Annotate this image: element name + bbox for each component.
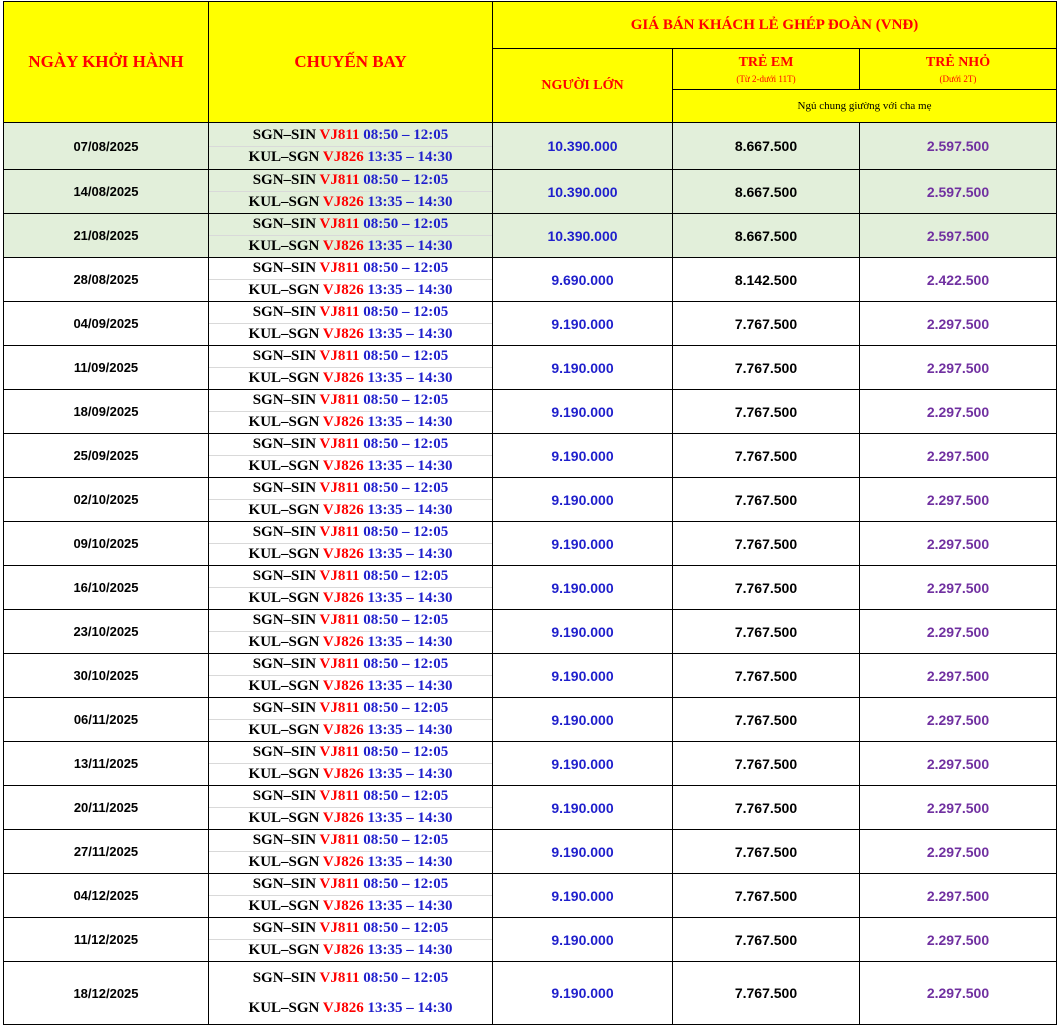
header-infant-label: TRẺ NHỎ xyxy=(925,54,991,70)
header-price-group: GIÁ BÁN KHÁCH LẺ GHÉP ĐOÀN (VNĐ) xyxy=(493,2,1057,49)
outbound-flight xyxy=(209,654,492,676)
outbound-time: 08:50 – 12:05 xyxy=(363,700,449,716)
return-time: 13:35 – 14:30 xyxy=(367,502,453,518)
child-price: 7.767.500 xyxy=(673,610,860,654)
outbound-code: VJ811 xyxy=(319,788,360,804)
adult-price: 10.390.000 xyxy=(493,170,673,214)
outbound-route: SGN–SIN xyxy=(252,524,317,540)
price-table xyxy=(3,1,1057,1025)
return-flight xyxy=(209,280,492,301)
outbound-code: VJ811 xyxy=(319,260,360,276)
outbound-flight xyxy=(209,214,492,236)
outbound-flight xyxy=(209,963,492,993)
return-time: 13:35 – 14:30 xyxy=(367,194,453,210)
adult-price: 9.190.000 xyxy=(493,918,673,962)
return-code: VJ826 xyxy=(322,766,364,782)
return-code: VJ826 xyxy=(322,854,364,870)
outbound-code: VJ811 xyxy=(319,392,360,408)
outbound-code: VJ811 xyxy=(319,920,360,936)
flight-cell xyxy=(209,654,493,698)
return-route: KUL–SGN xyxy=(248,370,320,386)
outbound-time: 08:50 – 12:05 xyxy=(363,436,449,452)
table-row xyxy=(4,390,1057,434)
departure-date: 21/08/2025 xyxy=(4,214,209,258)
infant-price: 2.297.500 xyxy=(860,478,1057,522)
return-time: 13:35 – 14:30 xyxy=(367,634,453,650)
child-price: 7.767.500 xyxy=(673,434,860,478)
outbound-time: 08:50 – 12:05 xyxy=(363,126,449,143)
infant-price: 2.297.500 xyxy=(860,786,1057,830)
outbound-flight xyxy=(209,170,492,192)
table-row xyxy=(4,214,1057,258)
outbound-time: 08:50 – 12:05 xyxy=(363,524,449,540)
child-price: 8.667.500 xyxy=(673,123,860,170)
return-code: VJ826 xyxy=(322,148,364,165)
flight-cell xyxy=(209,566,493,610)
outbound-route: SGN–SIN xyxy=(252,876,317,892)
infant-price: 2.297.500 xyxy=(860,918,1057,962)
child-price: 7.767.500 xyxy=(673,302,860,346)
departure-date: 16/10/2025 xyxy=(4,566,209,610)
table-row xyxy=(4,123,1057,170)
outbound-code: VJ811 xyxy=(319,436,360,452)
flight-cell xyxy=(209,522,493,566)
table-row xyxy=(4,566,1057,610)
outbound-flight xyxy=(209,125,492,147)
return-route: KUL–SGN xyxy=(248,458,320,474)
return-time: 13:35 – 14:30 xyxy=(367,546,453,562)
outbound-flight xyxy=(209,742,492,764)
return-route: KUL–SGN xyxy=(248,194,320,210)
header-share-bed-note: Ngủ chung giường với cha mẹ xyxy=(673,90,1057,123)
flight-cell xyxy=(209,390,493,434)
return-route: KUL–SGN xyxy=(248,282,320,298)
return-code: VJ826 xyxy=(322,326,364,342)
flight-cell xyxy=(209,170,493,214)
return-flight xyxy=(209,588,492,609)
return-code: VJ826 xyxy=(322,282,364,298)
outbound-code: VJ811 xyxy=(319,172,360,188)
infant-price: 2.297.500 xyxy=(860,566,1057,610)
outbound-flight xyxy=(209,434,492,456)
adult-price: 9.190.000 xyxy=(493,302,673,346)
infant-price: 2.597.500 xyxy=(860,170,1057,214)
return-time: 13:35 – 14:30 xyxy=(367,854,453,870)
child-price: 7.767.500 xyxy=(673,786,860,830)
departure-date: 23/10/2025 xyxy=(4,610,209,654)
table-row xyxy=(4,302,1057,346)
return-code: VJ826 xyxy=(322,722,364,738)
outbound-route: SGN–SIN xyxy=(252,920,317,936)
return-flight xyxy=(209,993,492,1023)
return-time: 13:35 – 14:30 xyxy=(367,898,453,914)
return-time: 13:35 – 14:30 xyxy=(367,942,453,958)
outbound-code: VJ811 xyxy=(319,970,360,986)
return-flight xyxy=(209,412,492,433)
flight-cell xyxy=(209,962,493,1025)
return-time: 13:35 – 14:30 xyxy=(367,766,453,782)
outbound-time: 08:50 – 12:05 xyxy=(363,656,449,672)
outbound-flight xyxy=(209,874,492,896)
return-time: 13:35 – 14:30 xyxy=(367,810,453,826)
child-price: 7.767.500 xyxy=(673,874,860,918)
return-code: VJ826 xyxy=(322,1000,364,1016)
outbound-route: SGN–SIN xyxy=(252,970,317,986)
table-row xyxy=(4,742,1057,786)
outbound-code: VJ811 xyxy=(319,744,360,760)
return-code: VJ826 xyxy=(322,370,364,386)
outbound-flight xyxy=(209,346,492,368)
return-flight xyxy=(209,236,492,257)
infant-price: 2.297.500 xyxy=(860,610,1057,654)
adult-price: 9.690.000 xyxy=(493,258,673,302)
outbound-route: SGN–SIN xyxy=(252,656,317,672)
return-time: 13:35 – 14:30 xyxy=(367,370,453,386)
return-time: 13:35 – 14:30 xyxy=(367,1000,453,1016)
infant-price: 2.297.500 xyxy=(860,434,1057,478)
outbound-flight xyxy=(209,786,492,808)
table-row xyxy=(4,786,1057,830)
return-flight xyxy=(209,456,492,477)
child-price: 8.142.500 xyxy=(673,258,860,302)
return-flight xyxy=(209,896,492,917)
return-time: 13:35 – 14:30 xyxy=(367,590,453,606)
return-flight xyxy=(209,324,492,345)
outbound-flight xyxy=(209,522,492,544)
adult-price: 10.390.000 xyxy=(493,214,673,258)
header-infant-note: (Dưới 2T) xyxy=(939,73,977,84)
outbound-code: VJ811 xyxy=(319,876,360,892)
adult-price: 9.190.000 xyxy=(493,742,673,786)
outbound-route: SGN–SIN xyxy=(252,216,317,232)
table-row xyxy=(4,698,1057,742)
infant-price: 2.297.500 xyxy=(860,654,1057,698)
outbound-code: VJ811 xyxy=(319,700,360,716)
return-route: KUL–SGN xyxy=(248,678,320,694)
table-row xyxy=(4,478,1057,522)
flight-cell xyxy=(209,434,493,478)
outbound-route: SGN–SIN xyxy=(252,480,317,496)
return-flight xyxy=(209,368,492,389)
outbound-code: VJ811 xyxy=(319,126,360,143)
departure-date: 13/11/2025 xyxy=(4,742,209,786)
child-price: 8.667.500 xyxy=(673,170,860,214)
adult-price: 9.190.000 xyxy=(493,830,673,874)
child-price: 7.767.500 xyxy=(673,698,860,742)
outbound-route: SGN–SIN xyxy=(252,348,317,364)
child-price: 7.767.500 xyxy=(673,742,860,786)
outbound-time: 08:50 – 12:05 xyxy=(363,788,449,804)
flight-cell xyxy=(209,302,493,346)
header-child-label: TRẺ EM xyxy=(738,54,794,70)
return-route: KUL–SGN xyxy=(248,1000,320,1016)
infant-price: 2.297.500 xyxy=(860,522,1057,566)
flight-cell xyxy=(209,214,493,258)
outbound-flight xyxy=(209,610,492,632)
table-row xyxy=(4,874,1057,918)
table-row xyxy=(4,346,1057,390)
outbound-route: SGN–SIN xyxy=(252,126,317,143)
outbound-route: SGN–SIN xyxy=(252,832,317,848)
outbound-route: SGN–SIN xyxy=(252,172,317,188)
header-infant xyxy=(860,49,1057,90)
return-flight xyxy=(209,192,492,213)
return-code: VJ826 xyxy=(322,546,364,562)
table-row xyxy=(4,170,1057,214)
adult-price: 9.190.000 xyxy=(493,698,673,742)
return-route: KUL–SGN xyxy=(248,810,320,826)
outbound-route: SGN–SIN xyxy=(252,436,317,452)
table-row xyxy=(4,434,1057,478)
flight-cell xyxy=(209,742,493,786)
departure-date: 09/10/2025 xyxy=(4,522,209,566)
return-code: VJ826 xyxy=(322,414,364,430)
return-code: VJ826 xyxy=(322,810,364,826)
return-flight xyxy=(209,720,492,741)
departure-date: 04/09/2025 xyxy=(4,302,209,346)
outbound-route: SGN–SIN xyxy=(252,568,317,584)
table-row xyxy=(4,918,1057,962)
return-flight xyxy=(209,764,492,785)
return-flight xyxy=(209,544,492,565)
departure-date: 18/12/2025 xyxy=(4,962,209,1025)
outbound-time: 08:50 – 12:05 xyxy=(363,832,449,848)
return-code: VJ826 xyxy=(322,634,364,650)
outbound-route: SGN–SIN xyxy=(252,260,317,276)
departure-date: 04/12/2025 xyxy=(4,874,209,918)
return-code: VJ826 xyxy=(322,678,364,694)
departure-date: 20/11/2025 xyxy=(4,786,209,830)
child-price: 7.767.500 xyxy=(673,962,860,1025)
return-time: 13:35 – 14:30 xyxy=(367,238,453,254)
outbound-time: 08:50 – 12:05 xyxy=(363,172,449,188)
departure-date: 11/12/2025 xyxy=(4,918,209,962)
departure-date: 30/10/2025 xyxy=(4,654,209,698)
table-row xyxy=(4,610,1057,654)
outbound-route: SGN–SIN xyxy=(252,392,317,408)
return-flight xyxy=(209,632,492,653)
infant-price: 2.297.500 xyxy=(860,742,1057,786)
header-adult: NGƯỜI LỚN xyxy=(493,49,673,123)
flight-cell xyxy=(209,830,493,874)
return-time: 13:35 – 14:30 xyxy=(367,722,453,738)
infant-price: 2.297.500 xyxy=(860,698,1057,742)
child-price: 7.767.500 xyxy=(673,522,860,566)
return-route: KUL–SGN xyxy=(248,414,320,430)
outbound-route: SGN–SIN xyxy=(252,304,317,320)
flight-cell xyxy=(209,874,493,918)
infant-price: 2.422.500 xyxy=(860,258,1057,302)
return-route: KUL–SGN xyxy=(248,898,320,914)
return-code: VJ826 xyxy=(322,590,364,606)
outbound-route: SGN–SIN xyxy=(252,700,317,716)
infant-price: 2.297.500 xyxy=(860,390,1057,434)
infant-price: 2.297.500 xyxy=(860,830,1057,874)
return-code: VJ826 xyxy=(322,194,364,210)
return-time: 13:35 – 14:30 xyxy=(367,326,453,342)
outbound-time: 08:50 – 12:05 xyxy=(363,216,449,232)
table-row xyxy=(4,962,1057,1025)
outbound-code: VJ811 xyxy=(319,216,360,232)
adult-price: 10.390.000 xyxy=(493,123,673,170)
outbound-time: 08:50 – 12:05 xyxy=(363,480,449,496)
outbound-code: VJ811 xyxy=(319,480,360,496)
outbound-time: 08:50 – 12:05 xyxy=(363,260,449,276)
return-flight xyxy=(209,852,492,873)
infant-price: 2.297.500 xyxy=(860,302,1057,346)
return-flight xyxy=(209,147,492,168)
outbound-time: 08:50 – 12:05 xyxy=(363,568,449,584)
flight-cell xyxy=(209,123,493,170)
return-code: VJ826 xyxy=(322,898,364,914)
flight-cell xyxy=(209,258,493,302)
outbound-time: 08:50 – 12:05 xyxy=(363,920,449,936)
flight-cell xyxy=(209,610,493,654)
flight-cell xyxy=(209,478,493,522)
outbound-flight xyxy=(209,258,492,280)
infant-price: 2.297.500 xyxy=(860,962,1057,1025)
flight-cell xyxy=(209,918,493,962)
table-row xyxy=(4,830,1057,874)
return-route: KUL–SGN xyxy=(248,148,320,165)
adult-price: 9.190.000 xyxy=(493,786,673,830)
infant-price: 2.297.500 xyxy=(860,346,1057,390)
infant-price: 2.597.500 xyxy=(860,214,1057,258)
flight-cell xyxy=(209,346,493,390)
outbound-route: SGN–SIN xyxy=(252,788,317,804)
header-departure-date: NGÀY KHỞI HÀNH xyxy=(4,2,209,123)
departure-date: 25/09/2025 xyxy=(4,434,209,478)
table-row xyxy=(4,258,1057,302)
header-child xyxy=(673,49,860,90)
adult-price: 9.190.000 xyxy=(493,610,673,654)
departure-date: 18/09/2025 xyxy=(4,390,209,434)
return-route: KUL–SGN xyxy=(248,854,320,870)
table-row xyxy=(4,522,1057,566)
outbound-time: 08:50 – 12:05 xyxy=(363,970,449,986)
outbound-flight xyxy=(209,918,492,940)
return-route: KUL–SGN xyxy=(248,502,320,518)
return-route: KUL–SGN xyxy=(248,590,320,606)
return-route: KUL–SGN xyxy=(248,766,320,782)
adult-price: 9.190.000 xyxy=(493,390,673,434)
outbound-time: 08:50 – 12:05 xyxy=(363,612,449,628)
return-code: VJ826 xyxy=(322,502,364,518)
return-time: 13:35 – 14:30 xyxy=(367,678,453,694)
adult-price: 9.190.000 xyxy=(493,478,673,522)
return-route: KUL–SGN xyxy=(248,634,320,650)
return-time: 13:35 – 14:30 xyxy=(367,282,453,298)
outbound-flight xyxy=(209,566,492,588)
return-time: 13:35 – 14:30 xyxy=(367,414,453,430)
return-time: 13:35 – 14:30 xyxy=(367,148,453,165)
header-row-1 xyxy=(4,2,1057,49)
adult-price: 9.190.000 xyxy=(493,522,673,566)
return-code: VJ826 xyxy=(322,238,364,254)
outbound-code: VJ811 xyxy=(319,304,360,320)
adult-price: 9.190.000 xyxy=(493,874,673,918)
infant-price: 2.597.500 xyxy=(860,123,1057,170)
departure-date: 14/08/2025 xyxy=(4,170,209,214)
adult-price: 9.190.000 xyxy=(493,654,673,698)
flight-cell xyxy=(209,786,493,830)
flight-cell xyxy=(209,698,493,742)
outbound-flight xyxy=(209,830,492,852)
return-route: KUL–SGN xyxy=(248,546,320,562)
return-flight xyxy=(209,500,492,521)
child-price: 7.767.500 xyxy=(673,918,860,962)
outbound-time: 08:50 – 12:05 xyxy=(363,348,449,364)
outbound-route: SGN–SIN xyxy=(252,744,317,760)
departure-date: 02/10/2025 xyxy=(4,478,209,522)
outbound-time: 08:50 – 12:05 xyxy=(363,744,449,760)
return-code: VJ826 xyxy=(322,942,364,958)
return-code: VJ826 xyxy=(322,458,364,474)
return-time: 13:35 – 14:30 xyxy=(367,458,453,474)
return-flight xyxy=(209,808,492,829)
child-price: 7.767.500 xyxy=(673,654,860,698)
outbound-flight xyxy=(209,302,492,324)
departure-date: 27/11/2025 xyxy=(4,830,209,874)
header-flight: CHUYẾN BAY xyxy=(209,2,493,123)
return-route: KUL–SGN xyxy=(248,326,320,342)
departure-date: 28/08/2025 xyxy=(4,258,209,302)
adult-price: 9.190.000 xyxy=(493,566,673,610)
header-child-note: (Từ 2-dưới 11T) xyxy=(736,73,796,84)
outbound-flight xyxy=(209,478,492,500)
child-price: 7.767.500 xyxy=(673,566,860,610)
child-price: 8.667.500 xyxy=(673,214,860,258)
child-price: 7.767.500 xyxy=(673,346,860,390)
outbound-route: SGN–SIN xyxy=(252,612,317,628)
table-row xyxy=(4,654,1057,698)
outbound-code: VJ811 xyxy=(319,348,360,364)
adult-price: 9.190.000 xyxy=(493,962,673,1025)
return-flight xyxy=(209,940,492,961)
return-route: KUL–SGN xyxy=(248,942,320,958)
departure-date: 11/09/2025 xyxy=(4,346,209,390)
child-price: 7.767.500 xyxy=(673,478,860,522)
return-route: KUL–SGN xyxy=(248,238,320,254)
outbound-code: VJ811 xyxy=(319,612,360,628)
outbound-code: VJ811 xyxy=(319,656,360,672)
return-flight xyxy=(209,676,492,697)
infant-price: 2.297.500 xyxy=(860,874,1057,918)
outbound-time: 08:50 – 12:05 xyxy=(363,304,449,320)
outbound-code: VJ811 xyxy=(319,832,360,848)
outbound-code: VJ811 xyxy=(319,568,360,584)
departure-date: 07/08/2025 xyxy=(4,123,209,170)
child-price: 7.767.500 xyxy=(673,390,860,434)
outbound-code: VJ811 xyxy=(319,524,360,540)
outbound-flight xyxy=(209,390,492,412)
return-route: KUL–SGN xyxy=(248,722,320,738)
child-price: 7.767.500 xyxy=(673,830,860,874)
outbound-time: 08:50 – 12:05 xyxy=(363,876,449,892)
departure-date: 06/11/2025 xyxy=(4,698,209,742)
adult-price: 9.190.000 xyxy=(493,346,673,390)
outbound-flight xyxy=(209,698,492,720)
adult-price: 9.190.000 xyxy=(493,434,673,478)
outbound-time: 08:50 – 12:05 xyxy=(363,392,449,408)
